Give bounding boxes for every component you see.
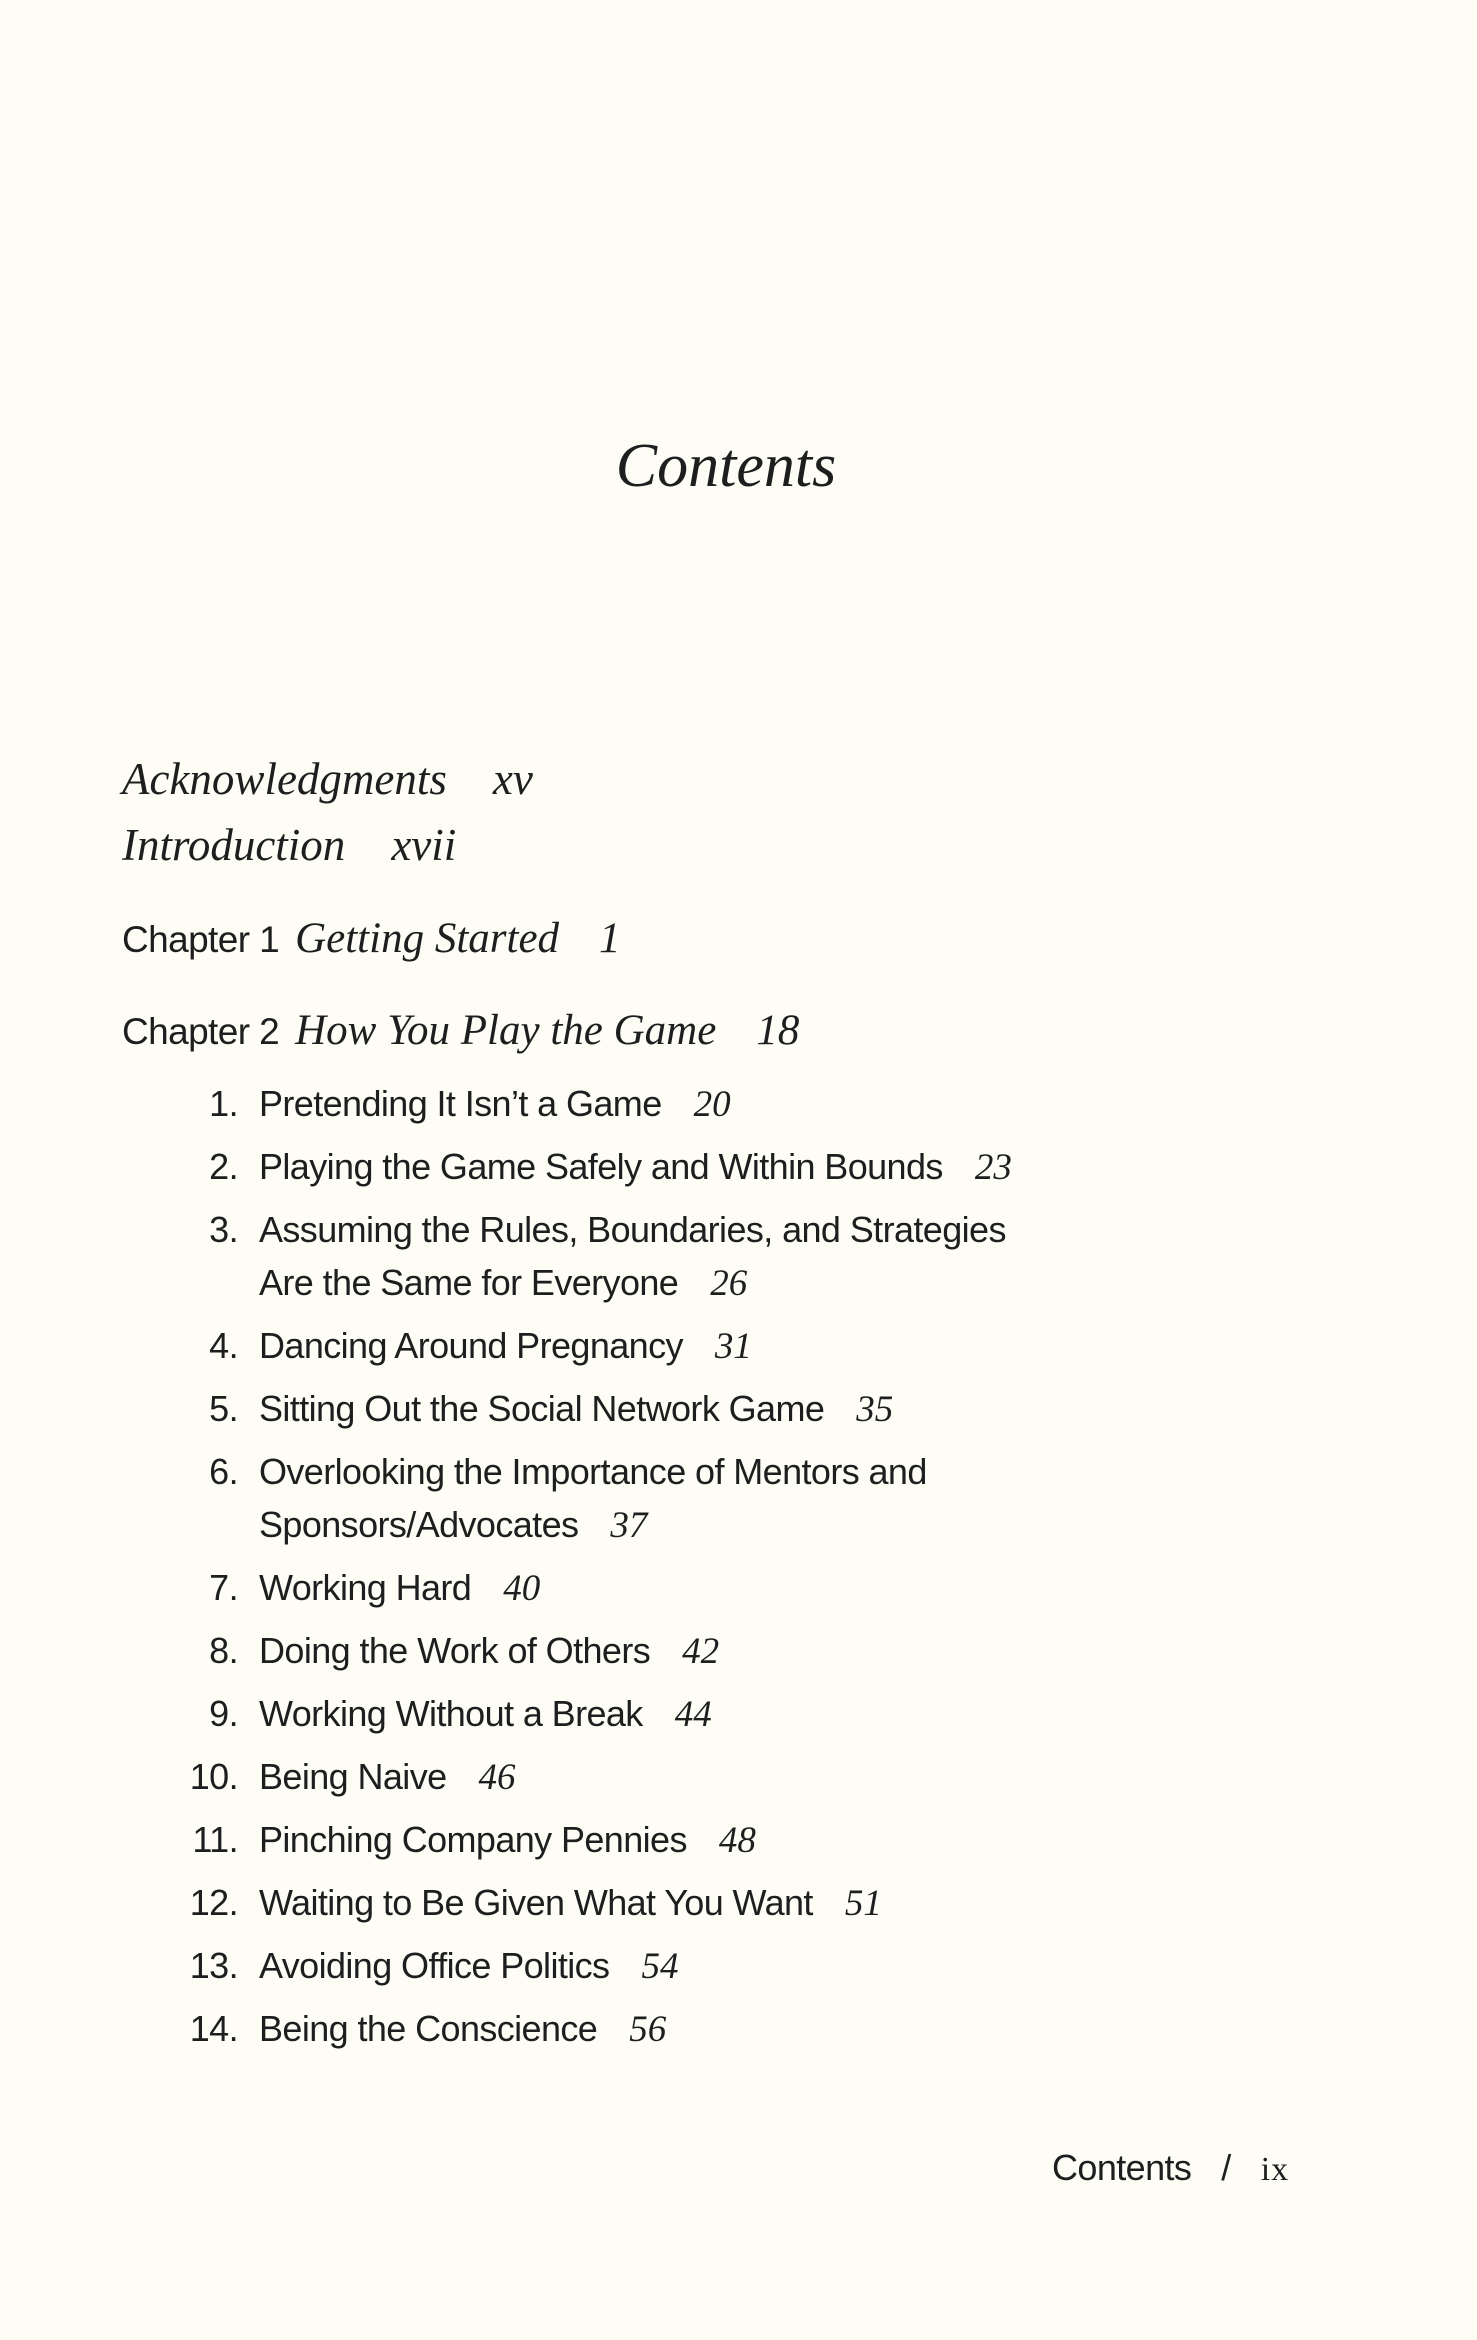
chapter-label: Chapter 2 bbox=[122, 1011, 280, 1052]
item-number: 1. bbox=[209, 1083, 238, 1124]
chapter-title: How You Play the Game bbox=[295, 1007, 717, 1054]
footer-label: Contents bbox=[1052, 2147, 1192, 2188]
item-page-number: 42 bbox=[682, 1631, 720, 1672]
chapter-page-number: 18 bbox=[756, 1007, 800, 1054]
item-text-line bbox=[259, 1316, 752, 1376]
item-number: 7. bbox=[209, 1567, 238, 1608]
item-title: Waiting to Be Given What You Want bbox=[259, 1882, 813, 1923]
item-title: Being Naive bbox=[259, 1756, 447, 1797]
chapter-page-number: 1 bbox=[599, 915, 621, 962]
item-text-line bbox=[259, 1936, 678, 1996]
item-title: Being the Conscience bbox=[259, 2008, 598, 2049]
item-text-line bbox=[259, 1810, 756, 1870]
item-number: 12. bbox=[189, 1882, 238, 1923]
item-number: 14. bbox=[189, 2008, 238, 2049]
item-text-line bbox=[259, 1621, 719, 1681]
item-title: Playing the Game Safely and Within Bounds bbox=[259, 1146, 943, 1187]
item-page-number: 46 bbox=[478, 1757, 516, 1798]
chapter-entry bbox=[122, 909, 621, 969]
item-text-line bbox=[259, 1495, 647, 1555]
item-page-number: 37 bbox=[610, 1505, 648, 1546]
item-text-line bbox=[259, 1253, 747, 1313]
item-title: Are the Same for Everyone bbox=[259, 1262, 679, 1303]
page-title: Contents bbox=[615, 432, 837, 500]
item-text-line bbox=[259, 1873, 882, 1933]
front-matter-entry bbox=[122, 749, 533, 809]
item-page-number: 56 bbox=[629, 2009, 667, 2050]
item-number: 11. bbox=[192, 1819, 238, 1860]
item-number: 5. bbox=[209, 1388, 238, 1429]
item-text-line bbox=[259, 1684, 712, 1744]
running-footer bbox=[1052, 2138, 1289, 2198]
item-text-line bbox=[259, 1999, 666, 2059]
item-title: Sponsors/Advocates bbox=[259, 1504, 579, 1545]
item-title: Doing the Work of Others bbox=[259, 1630, 651, 1671]
item-text-line bbox=[259, 1442, 927, 1502]
item-number: 8. bbox=[209, 1630, 238, 1671]
item-number: 6. bbox=[209, 1451, 238, 1492]
item-page-number: 48 bbox=[718, 1820, 756, 1861]
footer-page-number: ix bbox=[1260, 2151, 1290, 2188]
item-title: Working Without a Break bbox=[259, 1693, 643, 1734]
item-page-number: 40 bbox=[503, 1568, 541, 1609]
item-text-line bbox=[259, 1379, 893, 1439]
item-title: Dancing Around Pregnancy bbox=[259, 1325, 683, 1366]
item-title: Pretending It Isn’t a Game bbox=[259, 1083, 662, 1124]
item-page-number: 23 bbox=[974, 1147, 1012, 1188]
item-title: Avoiding Office Politics bbox=[259, 1945, 610, 1986]
item-number: 4. bbox=[209, 1325, 238, 1366]
item-page-number: 20 bbox=[693, 1084, 731, 1125]
item-title: Pinching Company Pennies bbox=[259, 1819, 687, 1860]
item-page-number: 44 bbox=[674, 1694, 712, 1735]
item-page-number: 54 bbox=[641, 1946, 679, 1987]
entry-title: Introduction bbox=[122, 820, 346, 870]
footer-separator: / bbox=[1221, 2147, 1231, 2188]
entry-title: Acknowledgments bbox=[122, 754, 447, 804]
item-text-line bbox=[259, 1558, 540, 1618]
entry-page-number: xv bbox=[492, 754, 533, 804]
item-title: Working Hard bbox=[259, 1567, 472, 1608]
chapter-label: Chapter 1 bbox=[122, 919, 280, 960]
item-page-number: 51 bbox=[844, 1883, 882, 1924]
chapter-title: Getting Started bbox=[295, 915, 560, 962]
item-number: 13. bbox=[189, 1945, 238, 1986]
entry-page-number: xvii bbox=[391, 820, 457, 870]
item-number: 3. bbox=[209, 1209, 238, 1250]
item-text-line bbox=[259, 1074, 731, 1134]
item-page-number: 26 bbox=[710, 1263, 748, 1304]
item-number: 2. bbox=[209, 1146, 238, 1187]
item-number: 10. bbox=[189, 1756, 238, 1797]
front-matter-entry bbox=[122, 815, 456, 875]
item-title: Assuming the Rules, Boundaries, and Strategies bbox=[259, 1209, 1006, 1250]
item-title: Overlooking the Importance of Mentors and bbox=[259, 1451, 927, 1492]
item-page-number: 31 bbox=[714, 1326, 752, 1367]
item-title: Sitting Out the Social Network Game bbox=[259, 1388, 825, 1429]
chapter-entry bbox=[122, 1001, 799, 1061]
item-text-line bbox=[259, 1200, 1006, 1260]
item-text-line bbox=[259, 1137, 1012, 1197]
item-text-line bbox=[259, 1747, 516, 1807]
item-number: 9. bbox=[209, 1693, 238, 1734]
item-page-number: 35 bbox=[856, 1389, 894, 1430]
